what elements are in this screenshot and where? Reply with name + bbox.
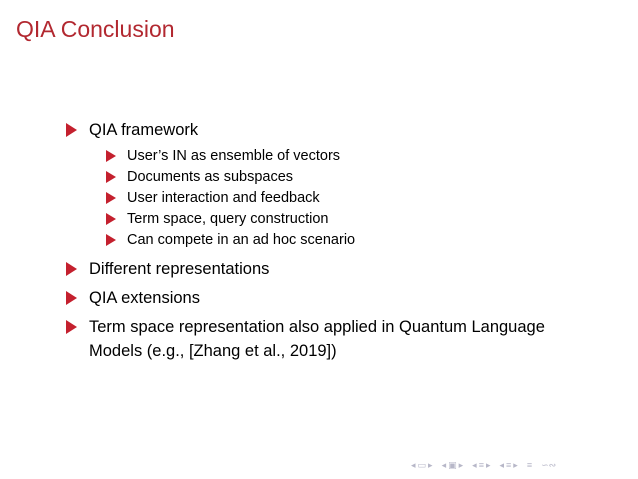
- bullet-item-text-line2: Models (e.g., [Zhang et al., 2019]): [89, 342, 337, 360]
- nav-left-arrow-icon[interactable]: ◂: [472, 460, 477, 470]
- triangle-bullet-icon: [106, 213, 116, 225]
- nav-section-icon[interactable]: ≡: [506, 460, 512, 470]
- sub-item-term-space: [127, 209, 328, 229]
- bullet-item-qia-framework: [89, 118, 198, 142]
- bullet-item-term-space-qlm-line2: [89, 339, 337, 363]
- sub-item-text: User interaction and feedback: [127, 190, 320, 206]
- slide-title: QIA Conclusion: [16, 16, 175, 42]
- triangle-bullet-icon: [106, 171, 116, 183]
- sub-item-ad-hoc: [127, 230, 355, 250]
- bullet-item-text: QIA extensions: [89, 289, 200, 307]
- triangle-bullet-icon: [106, 192, 116, 204]
- bullet-item-extensions: [89, 286, 200, 310]
- bullet-item-term-space-qlm: [89, 315, 545, 339]
- bullet-item-text: Different representations: [89, 260, 270, 278]
- triangle-bullet-icon: [106, 150, 116, 162]
- nav-align-icon[interactable]: ≡: [526, 460, 533, 470]
- triangle-bullet-icon: [66, 123, 77, 137]
- sub-item-text: Term space, query construction: [127, 211, 329, 227]
- triangle-bullet-icon: [106, 234, 116, 246]
- nav-left-arrow-icon[interactable]: ◂: [499, 460, 505, 470]
- sub-item-text: User’s IN as ensemble of vectors: [127, 148, 341, 164]
- bullet-item-representations: [89, 257, 269, 281]
- beamer-navigation-bar: [411, 458, 556, 472]
- triangle-bullet-icon: [66, 291, 77, 305]
- nav-frame-icon[interactable]: ▭: [417, 460, 427, 470]
- nav-section-icon[interactable]: ≡: [478, 460, 484, 470]
- triangle-bullet-icon: [66, 262, 77, 276]
- sub-item-users-in: [127, 146, 340, 166]
- bullet-item-text: QIA framework: [89, 121, 199, 139]
- sub-item-interaction: [127, 188, 320, 208]
- nav-right-arrow-icon[interactable]: ▸: [428, 460, 433, 470]
- nav-right-arrow-icon[interactable]: ▸: [513, 460, 518, 470]
- sub-item-text: Can compete in an ad hoc scenario: [127, 232, 356, 248]
- nav-right-arrow-icon[interactable]: ▸: [485, 460, 491, 470]
- sub-item-text: Documents as subspaces: [127, 169, 294, 185]
- nav-search-icon[interactable]: ∽∾: [541, 460, 557, 470]
- triangle-bullet-icon: [66, 320, 77, 334]
- sub-item-documents: [127, 167, 293, 187]
- nav-subsection-icon[interactable]: ▣: [448, 460, 457, 470]
- nav-left-arrow-icon[interactable]: ◂: [441, 460, 447, 470]
- bullet-item-text-line1: Term space representation also applied in Quantum Language: [89, 318, 545, 336]
- nav-left-arrow-icon[interactable]: ◂: [411, 460, 416, 470]
- nav-right-arrow-icon[interactable]: ▸: [458, 460, 464, 470]
